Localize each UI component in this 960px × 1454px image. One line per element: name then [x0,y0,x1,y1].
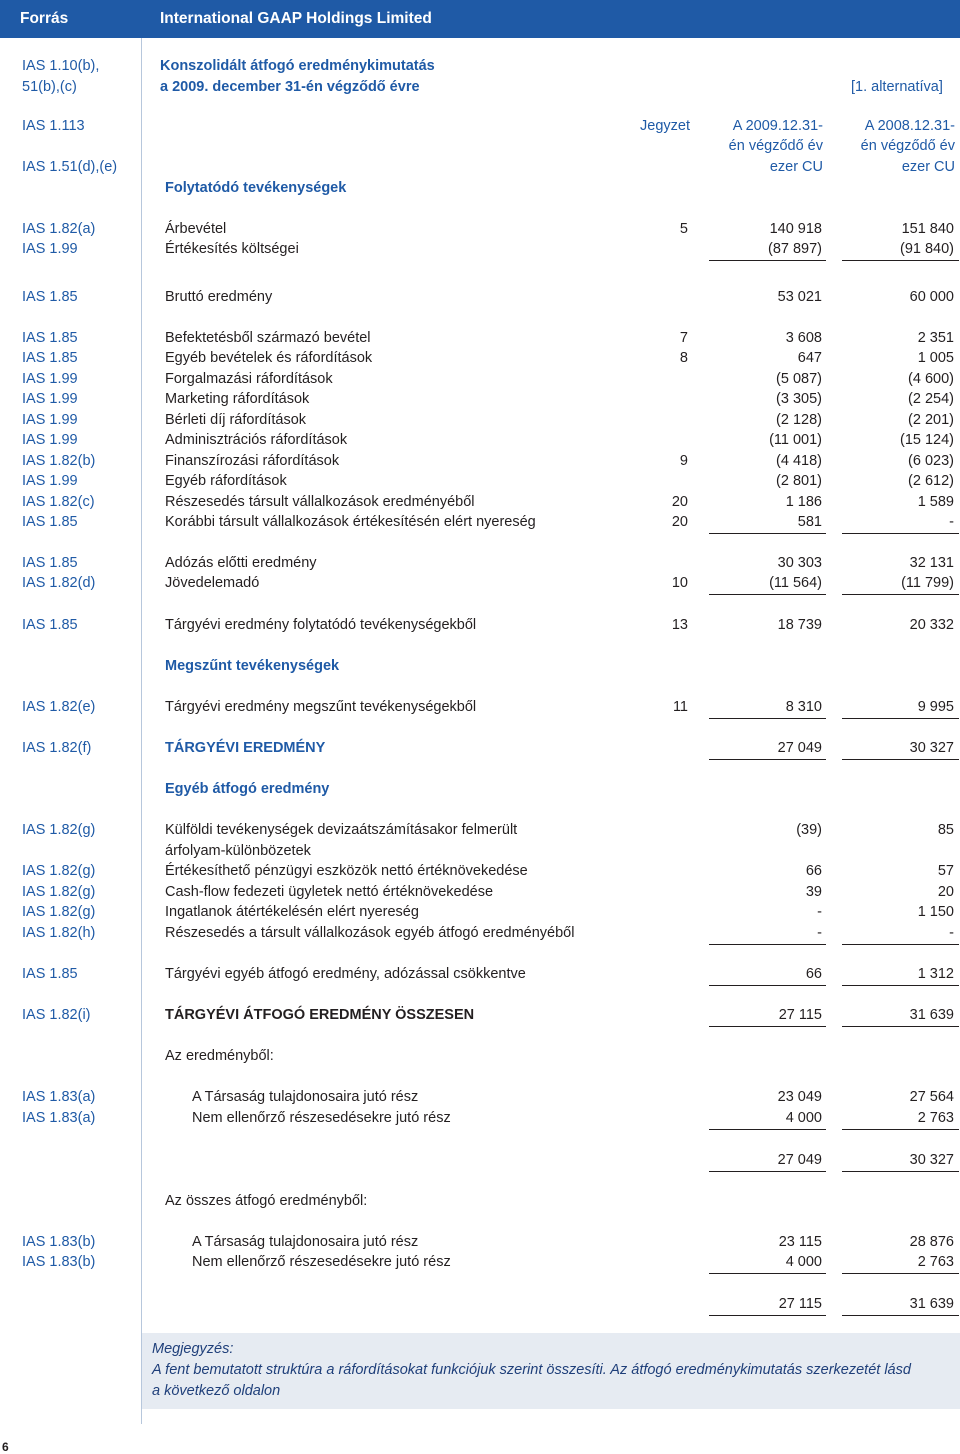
row-value-2009: 647 [797,350,822,366]
statement-row-profit-for-year [0,738,960,758]
row-value-2009: 23 115 [778,1234,822,1250]
row-value-2008: 28 876 [909,1234,954,1250]
row-value-2009: 8 310 [785,699,822,715]
row-ref: IAS 1.83(a) [22,1089,96,1105]
row-label: Egyéb bevételek és ráfordítások [165,350,373,366]
row-note: 10 [671,575,688,591]
row-note: 9 [679,453,688,469]
row-label: Nem ellenőrző részesedésekre jutó rész [192,1254,451,1270]
row-value-2009: 27 049 [777,740,822,756]
row-value-2009: (87 897) [767,241,822,257]
underline [709,1026,826,1027]
underline [842,533,959,534]
row-value-2008: - [949,514,954,530]
column-header-2008-line2: én végződő év [860,138,955,154]
row-value-2009: 1 186 [785,494,822,510]
row-value-2008: 1 150 [917,904,954,920]
row-note: 8 [679,350,688,366]
row-label: Befektetésből származó bevétel [165,330,371,346]
statement-row [0,902,960,922]
row-ref: IAS 1.85 [22,350,78,366]
underline [709,260,826,261]
row-label: Bérleti díj ráfordítások [165,412,307,428]
row-value-2009: 140 918 [769,221,822,237]
underline [842,985,959,986]
row-ref: IAS 1.85 [22,289,78,305]
row-value-2009: 23 049 [777,1089,822,1105]
statement-row [0,430,960,450]
row-label: Bruttó eredmény [165,289,273,305]
statement-row [0,820,960,840]
row-value-2008: 30 327 [909,740,954,756]
row-label: Részesedés társult vállalkozások eredményéből [165,494,475,510]
row-value-2008: 32 131 [909,555,954,571]
underline [709,759,826,760]
statement-row [0,328,960,348]
row-value-2009: 66 [805,966,822,982]
row-label: Értékesítés költségei [165,241,299,257]
row-value-2009: (2 801) [776,473,822,489]
underline [709,1129,826,1130]
row-value-2009: (11 001) [769,432,822,448]
statement-row [0,1108,960,1128]
statement-row-cost-of-sales [0,239,960,259]
row-value-2009: 581 [797,514,822,530]
alternative-label: [1. alternatíva] [851,79,943,95]
row-label: Tárgyévi eredmény megszűnt tevékenységekből [165,699,477,715]
underline [709,1315,826,1316]
row-ref: IAS 1.85 [22,966,78,982]
row-value-2008: 57 [937,863,954,879]
section-other-comprehensive-income: Egyéb átfogó eredmény [165,781,330,797]
row-value-2008: (2 612) [908,473,954,489]
row-ref: IAS 1.85 [22,555,78,571]
row-label: Marketing ráfordítások [165,391,310,407]
row-label: Korábbi társult vállalkozások értékesítésén elért nyereség [165,514,536,530]
statement-row-continuing-profit [0,615,960,635]
row-value-2008: 2 351 [917,330,954,346]
title-ref-2: 51(b),(c) [22,79,77,95]
row-label: Részesedés a társult vállalkozások egyéb átfogó eredményéből [165,925,575,941]
row-label: Tárgyévi eredmény folytatódó tevékenységekből [165,617,477,633]
row-note: 11 [672,699,688,715]
underline [842,260,959,261]
row-value-2008: 60 000 [909,289,954,305]
section-continuing: Folytatódó tevékenységek [165,180,347,196]
row-value-2008: 85 [937,822,954,838]
row-value-2009: 27 115 [778,1007,822,1023]
row-ref: IAS 1.99 [22,371,78,387]
row-label: A Társaság tulajdonosaira jutó rész [192,1089,419,1105]
underline [842,1026,959,1027]
statement-row [0,1232,960,1252]
statement-row [0,369,960,389]
row-value-2009: 18 739 [777,617,822,633]
attributable-oci-heading: Az összes átfogó eredményből: [165,1193,368,1209]
row-ref: IAS 1.99 [22,391,78,407]
column-header-ref: IAS 1.113 [22,118,85,134]
row-value-2008: 2 763 [917,1110,954,1126]
column-header-ref-2: IAS 1.51(d),(e) [22,159,118,175]
row-value-2008: 30 327 [909,1152,954,1168]
statement-row [0,451,960,471]
row-ref: IAS 1.83(b) [22,1234,96,1250]
row-value-2008: 2 763 [917,1254,954,1270]
row-ref: IAS 1.85 [22,617,78,633]
row-label: Értékesíthető pénzügyi eszközök nettó értéknövekedése [165,863,528,879]
row-value-2009: 4 000 [785,1110,822,1126]
footnote-line-1: A fent bemutatott struktúra a ráfordításokat funkciójuk szerint összesíti. Az átfogó eredménykimutatás szerkezetét lásd [152,1362,911,1378]
header-company-name: International GAAP Holdings Limited [160,10,432,27]
underline [842,759,959,760]
row-value-2008: (15 124) [899,432,954,448]
row-value-2008: 1 005 [917,350,954,366]
row-value-2008: (2 201) [908,412,954,428]
underline [709,594,826,595]
underline [842,944,959,945]
underline [842,594,959,595]
statement-row-subtotal [0,1294,960,1314]
row-label: A Társaság tulajdonosaira jutó rész [192,1234,419,1250]
row-value-2009: 66 [805,863,822,879]
row-value-2008: (6 023) [908,453,954,469]
statement-row [0,410,960,430]
underline [842,1129,959,1130]
row-ref: IAS 1.83(a) [22,1110,96,1126]
row-label: Cash-flow fedezeti ügyletek nettó értéknövekedése [165,884,494,900]
row-value-2009: - [817,925,822,941]
underline [709,1171,826,1172]
row-label: Külföldi tevékenységek devizaátszámításakor felmerült [165,822,518,838]
row-value-2008: 20 [937,884,954,900]
column-header-2008-line1: A 2008.12.31- [864,118,955,134]
row-ref: IAS 1.82(f) [22,740,92,756]
footnote-label: Megjegyzés: [152,1341,234,1357]
row-note: 20 [671,514,688,530]
footnote-line-2: a következő oldalon [152,1383,281,1399]
row-ref: IAS 1.82(h) [22,925,96,941]
row-ref: IAS 1.82(i) [22,1007,91,1023]
row-ref: IAS 1.85 [22,514,78,530]
statement-row [0,471,960,491]
header-source-label: Forrás [20,10,69,27]
column-header-2009-unit: ezer CU [769,159,823,175]
row-ref: IAS 1.82(c) [22,494,95,510]
row-note: 13 [671,617,688,633]
row-value-2009: 27 115 [778,1296,822,1312]
row-value-2008: 31 639 [909,1296,954,1312]
title-ref-1: IAS 1.10(b), [22,58,100,74]
row-value-2008: (11 799) [901,575,954,591]
statement-row [0,882,960,902]
row-value-2009: 27 049 [777,1152,822,1168]
statement-row-total-comprehensive-income [0,1005,960,1025]
statement-row-income-tax [0,573,960,593]
statement-row-oci-net [0,964,960,984]
statement-title: Konszolidált átfogó eredménykimutatás [160,58,435,74]
underline [842,718,959,719]
row-value-2009: 30 303 [777,555,822,571]
statement-row [0,861,960,881]
statement-row [0,923,960,943]
statement-row [0,512,960,532]
underline [842,1171,959,1172]
statement-row-discontinued-profit [0,697,960,717]
row-value-2009: 53 021 [777,289,822,305]
row-label: Jövedelemadó [165,575,260,591]
row-ref: IAS 1.82(a) [22,221,96,237]
row-ref: IAS 1.82(g) [22,884,96,900]
row-ref: IAS 1.99 [22,241,78,257]
row-value-2009: (11 564) [769,575,822,591]
statement-row-profit-before-tax [0,553,960,573]
row-label: Nem ellenőrző részesedésekre jutó rész [192,1110,451,1126]
row-ref: IAS 1.82(g) [22,863,96,879]
underline [842,1315,959,1316]
row-value-2008: (91 840) [899,241,954,257]
statement-period: a 2009. december 31-én végződő évre [160,79,420,95]
row-value-2009: (4 418) [776,453,822,469]
row-ref: IAS 1.82(e) [22,699,96,715]
row-label: TÁRGYÉVI EREDMÉNY [165,740,326,756]
statement-row [0,492,960,512]
column-header-note: Jegyzet [640,118,690,134]
column-header-2008-unit: ezer CU [901,159,955,175]
row-ref: IAS 1.82(g) [22,904,96,920]
column-header-2009-line2: én végződő év [728,138,823,154]
row-ref: IAS 1.99 [22,412,78,428]
row-value-2008: (4 600) [908,371,954,387]
row-ref: IAS 1.82(g) [22,822,96,838]
row-value-2008: 151 840 [901,221,954,237]
row-value-2009: 3 608 [785,330,822,346]
row-label: TÁRGYÉVI ÁTFOGÓ EREDMÉNY ÖSSZESEN [165,1007,475,1023]
statement-row-revenue [0,219,960,239]
row-value-2009: (5 087) [776,371,822,387]
column-header-2009-line1: A 2009.12.31- [732,118,823,134]
underline [709,718,826,719]
row-value-2008: - [949,925,954,941]
underline [709,533,826,534]
row-value-2009: (3 305) [776,391,822,407]
row-ref: IAS 1.82(b) [22,453,96,469]
row-value-2009: 4 000 [785,1254,822,1270]
row-label: Egyéb ráfordítások [165,473,287,489]
row-ref: IAS 1.83(b) [22,1254,96,1270]
row-label-continuation: árfolyam-különbözetek [165,843,311,859]
statement-row [0,1087,960,1107]
underline [709,944,826,945]
attributable-profit-heading: Az eredményből: [165,1048,274,1064]
row-value-2008: 20 332 [909,617,954,633]
row-note: 5 [679,221,688,237]
underline [709,1273,826,1274]
row-value-2009: - [817,904,822,920]
row-ref: IAS 1.85 [22,330,78,346]
row-label: Tárgyévi egyéb átfogó eredmény, adózással csökkentve [165,966,526,982]
row-label: Adminisztrációs ráfordítások [165,432,348,448]
row-value-2008: 31 639 [909,1007,954,1023]
row-label: Forgalmazási ráfordítások [165,371,333,387]
row-value-2008: (2 254) [908,391,954,407]
row-value-2008: 27 564 [909,1089,954,1105]
row-value-2008: 9 995 [917,699,954,715]
row-value-2009: (2 128) [776,412,822,428]
statement-row-subtotal [0,1150,960,1170]
row-value-2008: 1 312 [917,966,954,982]
row-label: Adózás előtti eredmény [165,555,317,571]
footnote-box [142,1333,960,1409]
section-discontinued: Megszűnt tevékenységek [165,658,340,674]
row-value-2008: 1 589 [917,494,954,510]
statement-row-gross-profit [0,287,960,307]
page-number: 6 [2,1440,9,1454]
row-label: Árbevétel [165,221,227,237]
row-value-2009: 39 [805,884,822,900]
row-ref: IAS 1.99 [22,473,78,489]
row-value-2009: (39) [796,822,822,838]
page-header [0,0,960,38]
underline [842,1273,959,1274]
statement-row [0,1252,960,1272]
row-ref: IAS 1.99 [22,432,78,448]
row-note: 7 [679,330,688,346]
row-label: Finanszírozási ráfordítások [165,453,340,469]
row-label: Ingatlanok átértékelésén elért nyereség [165,904,419,920]
statement-row [0,389,960,409]
row-ref: IAS 1.82(d) [22,575,96,591]
statement-row [0,348,960,368]
row-note: 20 [671,494,688,510]
underline [709,985,826,986]
